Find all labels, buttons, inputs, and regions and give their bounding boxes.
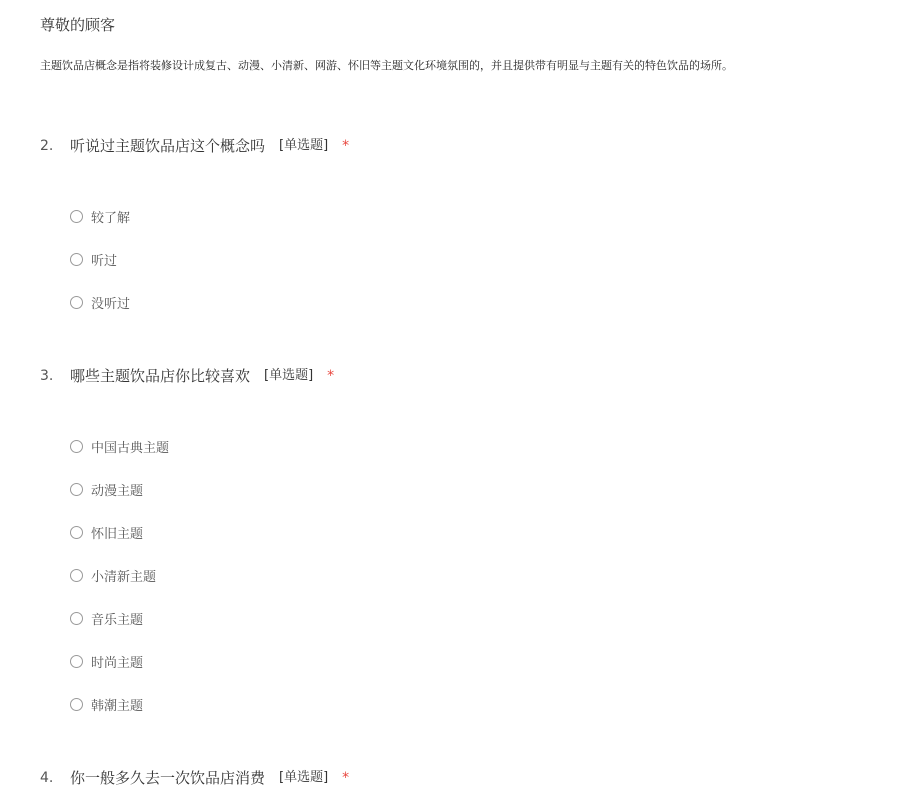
option-item[interactable] [70,436,169,456]
question-text-row [70,134,349,158]
option-item[interactable] [70,522,143,542]
option-label[interactable]: 时尚主题 [91,655,144,671]
question-type: [单选题] [279,770,329,785]
question-number: 4. [40,770,54,786]
radio-circle-icon[interactable] [70,253,83,266]
option-label[interactable]: 小清新主题 [91,569,157,585]
option-item[interactable] [70,651,143,671]
option-item[interactable] [70,479,143,499]
radio-circle-icon[interactable] [70,569,83,582]
question-title [0,134,900,158]
radio-circle-icon[interactable] [70,698,83,711]
question-text-row [70,364,334,388]
radio-circle-icon[interactable] [70,655,83,668]
radio-circle-icon[interactable] [70,526,83,539]
question-type: [单选题] [264,368,314,383]
option-item[interactable] [70,608,143,628]
radio-circle-icon[interactable] [70,210,83,223]
option-item[interactable] [70,206,130,226]
option-item[interactable] [70,694,143,714]
radio-circle-icon[interactable] [70,440,83,453]
option-label[interactable]: 中国古典主题 [91,440,170,456]
question-type: [单选题] [279,138,329,153]
question-text-row [70,766,349,790]
question-text: 听说过主题饮品店这个概念吗 [70,137,266,155]
option-label[interactable]: 韩潮主题 [91,698,144,714]
option-item[interactable] [70,249,117,269]
option-label[interactable]: 怀旧主题 [91,526,144,542]
question-number: 2. [40,138,54,154]
radio-circle-icon[interactable] [70,483,83,496]
option-label[interactable]: 没听过 [91,296,131,312]
option-label[interactable]: 音乐主题 [91,612,144,628]
question-text: 哪些主题饮品店你比较喜欢 [70,367,251,385]
option-item[interactable] [70,292,130,312]
survey-greeting: 尊敬的顾客 [40,16,116,34]
required-marker: * [342,138,350,154]
question-number: 3. [40,368,54,384]
option-label[interactable]: 听过 [91,253,118,269]
question-title [0,766,900,790]
question-text: 你一般多久去一次饮品店消费 [70,769,266,787]
option-label[interactable]: 动漫主题 [91,483,144,499]
radio-circle-icon[interactable] [70,612,83,625]
option-item[interactable] [70,565,156,585]
survey-intro: 主题饮品店概念是指将装修设计成复古、动漫、小清新、网游、怀旧等主题文化环境氛围的，并且提供带有明显与主题有关的特色饮品的场所。 [40,59,733,72]
option-label[interactable]: 较了解 [91,210,131,226]
radio-circle-icon[interactable] [70,296,83,309]
required-marker: * [342,770,350,786]
required-marker: * [327,368,335,384]
question-title [0,364,900,388]
